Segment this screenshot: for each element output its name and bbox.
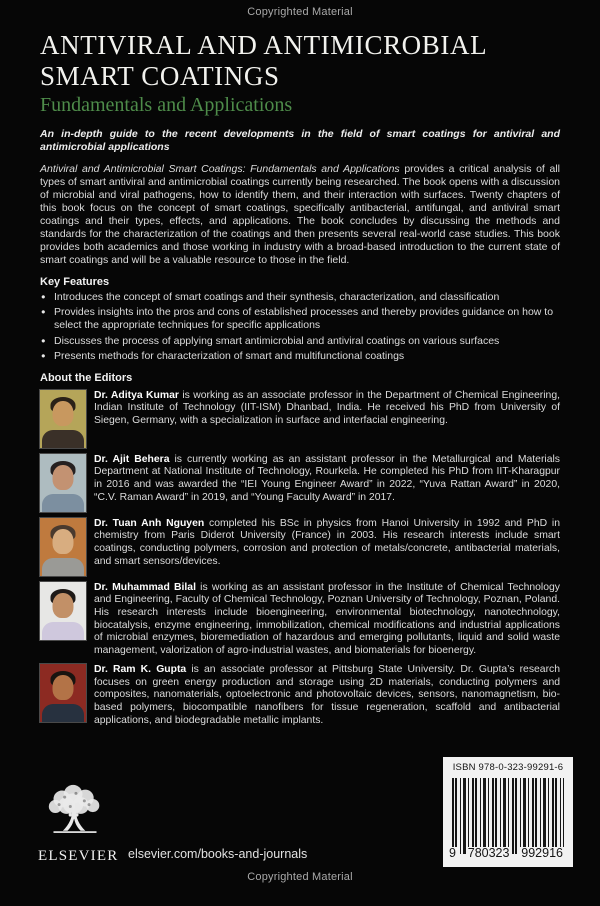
editor-bio-text: is working as an assistant professor in the Institute of Chemical Technology and Engineering, Faculty of Chemical Technology, Poznan University of Technology, Poznan, Poland. His research interests include bioengineering, environmental biotechnology, nanotechnology, biocatalysis, enzyme engineering, immobilization, chemical modifications and industrial applications of microbial enzymes, bioremediation of hazardous and emerging pollutants, liquid and solid waste management, valorization of agro-industrial wastes, and biomaterials for bioenergy. — [94, 581, 560, 657]
isbn-label: ISBN 978-0-323-99291-6 — [452, 762, 564, 773]
avatar-face — [53, 593, 74, 618]
editor-name: Dr. Aditya Kumar — [94, 389, 179, 401]
avatar-shoulders — [42, 430, 84, 448]
key-features-list — [40, 291, 560, 362]
avatar-face — [53, 529, 74, 554]
editor-bio — [94, 454, 560, 505]
editor-name: Dr. Muhammad Bilal — [94, 581, 196, 593]
tagline: An in-depth guide to the recent developments in the field of smart coatings for antiviral and antimicrobial applications — [40, 128, 560, 154]
editor-entry — [40, 582, 560, 658]
editor-entry — [40, 454, 560, 512]
editor-name: Dr. Ram K. Gupta — [94, 663, 187, 675]
avatar-shoulders — [42, 558, 84, 576]
feature-item: ● Presents methods for characterization of smart and multifunctional coatings — [40, 350, 560, 363]
barcode-image — [452, 778, 564, 854]
editor-bio — [94, 390, 560, 428]
barcode-digit-group: 9 — [449, 846, 456, 860]
avatar-face — [53, 401, 74, 426]
copyright-notice-top: Copyrighted Material — [247, 6, 353, 18]
avatar-face — [53, 465, 74, 490]
book-subtitle: Fundamentals and Applications — [40, 94, 293, 116]
editors-list — [40, 390, 560, 728]
description-body: provides a critical analysis of all types of smart antiviral and antimicrobial coatings currently being researched. The book opens with a discussion of microbial and viral pathogens, how to identify them, and their interaction with surfaces. Twenty chapters of this book focus on the concept of smart coatings, specifically antibacterial, antifungal, and antiviral smart coatings and their types, effects, and applications. The book concludes by discussing the methods and standards for the characterization of the coatings and then presents several real-world case studies. This book provides both academics and those working in industry with a broad-based introduction to the current state of smart coatings and will be a valuable resource to those in the field. — [40, 163, 560, 267]
publisher-name: ELSEVIER — [38, 848, 119, 864]
book-title-line2: SMART COATINGS — [40, 60, 280, 91]
editor-photo — [40, 582, 86, 640]
avatar-shoulders — [42, 622, 84, 640]
editor-photo — [40, 664, 86, 722]
copyright-notice-bottom: Copyrighted Material — [247, 871, 353, 883]
isbn-barcode — [443, 757, 573, 867]
about-editors-heading: About the Editors — [40, 371, 133, 384]
elsevier-tree-logo-icon — [42, 784, 108, 842]
elsevier-logo — [38, 784, 119, 865]
barcode-digits — [447, 847, 565, 860]
editor-bio-text: is working as an associate professor in the Department of Chemical Engineering, Indian Institute of Technology (IIT-ISM) Dhanbad, India. He received his PhD from University of Siegen, Germany, with a specialization in surface and interfacial engineering. — [94, 389, 560, 427]
book-title-line1: ANTIVIRAL AND ANTIMICROBIAL — [40, 30, 488, 60]
editor-bio — [94, 518, 560, 569]
editor-bio — [94, 664, 560, 728]
book-title — [40, 30, 560, 91]
editor-bio-text: is an associate professor at Pittsburg State University. Dr. Gupta’s research focuses on green energy production and storage using 2D materials, conducting polymers and composites, nanomaterials, optoelectronic and photovoltaic devices, sensors, nanomagnetism, bio-based polymers, biocompatible nanofibers for tissue regeneration, scaffold and antibacterial applications, and biodegradable metallic implants. — [94, 663, 561, 726]
book-description — [40, 163, 560, 267]
editor-name: Dr. Ajit Behera — [94, 453, 170, 465]
editor-entry — [40, 390, 560, 448]
barcode-digit-group: 992916 — [521, 846, 563, 860]
editor-entry — [40, 518, 560, 576]
editor-bio — [94, 582, 560, 658]
editor-name: Dr. Tuan Anh Nguyen — [94, 517, 205, 529]
feature-item: ● Provides insights into the pros and cons of established processes and thereby provides guidance on how to select the appropriate techniques for specific applications — [40, 306, 560, 332]
description-book-title-italic: Antiviral and Antimicrobial Smart Coatings: Fundamentals and Applications — [40, 163, 400, 176]
avatar-shoulders — [42, 494, 84, 512]
editor-photo — [40, 518, 86, 576]
editor-entry — [40, 664, 560, 728]
publisher-website: elsevier.com/books-and-journals — [128, 847, 308, 861]
editor-photo — [40, 390, 86, 448]
barcode-digit-group: 780323 — [467, 846, 510, 860]
feature-item: ● Introduces the concept of smart coatings and their synthesis, characterization, and classification — [40, 291, 560, 304]
avatar-face — [53, 675, 74, 700]
editor-photo — [40, 454, 86, 512]
feature-item: ● Discusses the process of applying smart antimicrobial and antiviral coatings on various surfaces — [40, 335, 560, 348]
editor-bio-text: is currently working as an assistant professor in the Metallurgical and Materials Department at National Institute of Technology, Rourkela. He completed his PhD from IIT-Kharagpur in 2016 and was awarded the “IEI Young Engineer Award” in 2022, “Yuva Rattan Award” in 2020, “C.V. Raman Award” in 2019, and “Young Faculty Award” in 2017. — [94, 453, 560, 503]
editor-bio-text: completed his BSc in physics from Hanoi University in 1992 and PhD in chemistry from Paris Diderot University (France) in 2003. His research interests include smart coatings, conducting polymers, corrosion and protection of metals/concrete, antibacterial materials, and smart sensors/devices. — [94, 517, 560, 567]
key-features-heading: Key Features — [40, 276, 110, 289]
avatar-shoulders — [42, 704, 84, 722]
